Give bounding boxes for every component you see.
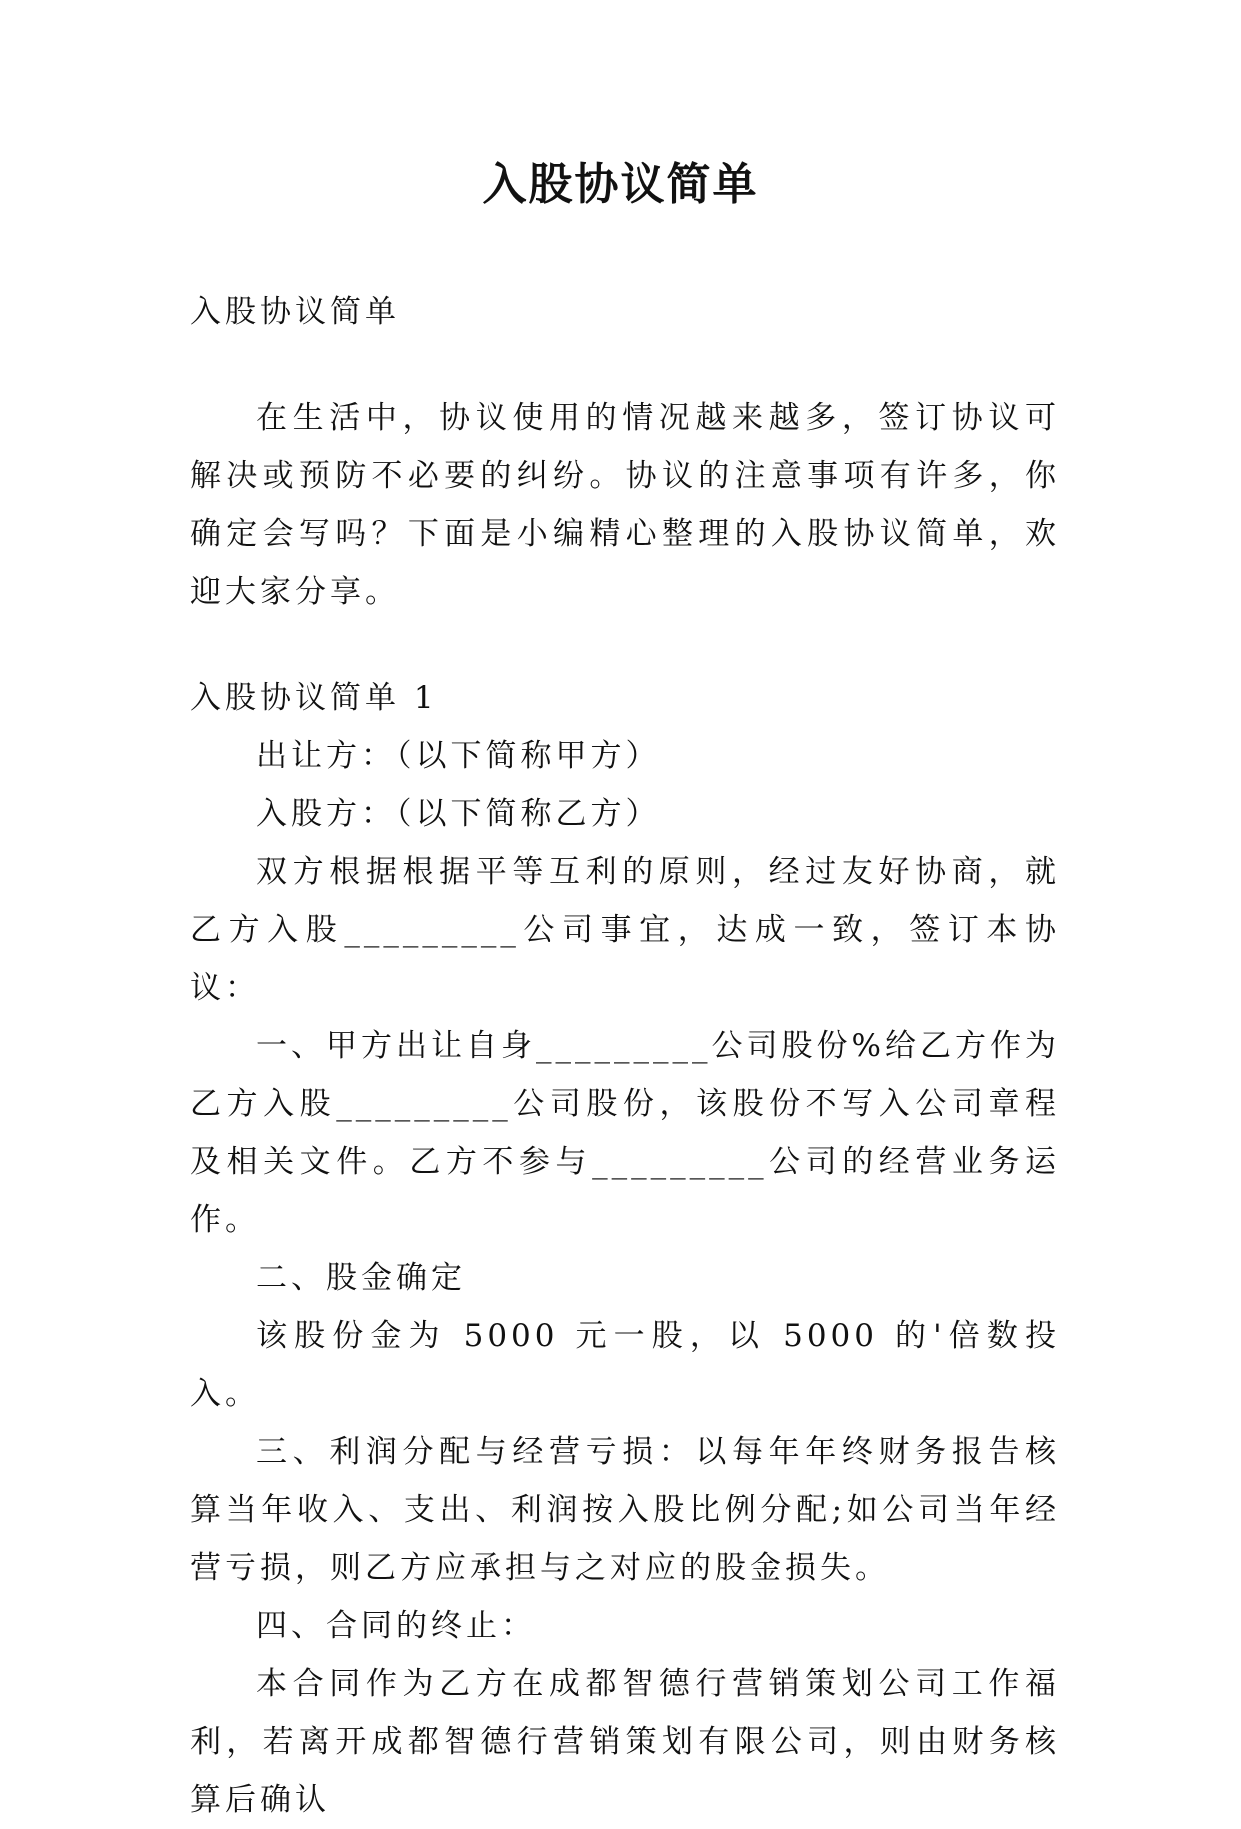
spacer [190,341,1060,389]
document-body [190,283,1060,1829]
section-heading: 入股协议简单 1 [190,680,438,716]
paragraph-shareholder: 入股方：（以下简称乙方） [256,796,661,832]
paragraph-transferor: 出让方：（以下简称甲方） [256,738,661,774]
paragraph-clause-two-heading: 二、股金确定 [256,1260,466,1296]
paragraph-clause-one: 一、甲方出让自身_________公司股份%给乙方作为乙方入股_________公司股份，该股份不写入公司章程及相关文件。乙方不参与_________公司的经营业务运作。 [190,1028,1060,1238]
paragraph-clause-four-heading: 四、合同的终止： [256,1608,536,1644]
spacer [190,621,1060,669]
paragraph-clause-three: 三、利润分配与经营亏损：以每年年终财务报告核算当年收入、支出、利润按入股比例分配;如公司当年经营亏损，则乙方应承担与之对应的股金损失。 [190,1434,1060,1586]
paragraph-share-price: 该股份金为 5000 元一股，以 5000 的'倍数投入。 [190,1318,1060,1412]
paragraph-agreement-basis: 双方根据根据平等互利的原则，经过友好协商，就乙方入股_________公司事宜，达成一致，签订本协议： [190,854,1060,1006]
document-subtitle: 入股协议简单 [190,294,400,330]
intro-paragraph: 在生活中，协议使用的情况越来越多，签订协议可解决或预防不必要的纠纷。协议的注意事项有许多，你确定会写吗？下面是小编精心整理的入股协议简单，欢迎大家分享。 [190,400,1060,610]
document-title: 入股协议简单 [482,159,759,210]
paragraph-termination: 本合同作为乙方在成都智德行营销策划公司工作福利，若离开成都智德行营销策划有限公司，则由财务核算后确认 [190,1666,1060,1818]
